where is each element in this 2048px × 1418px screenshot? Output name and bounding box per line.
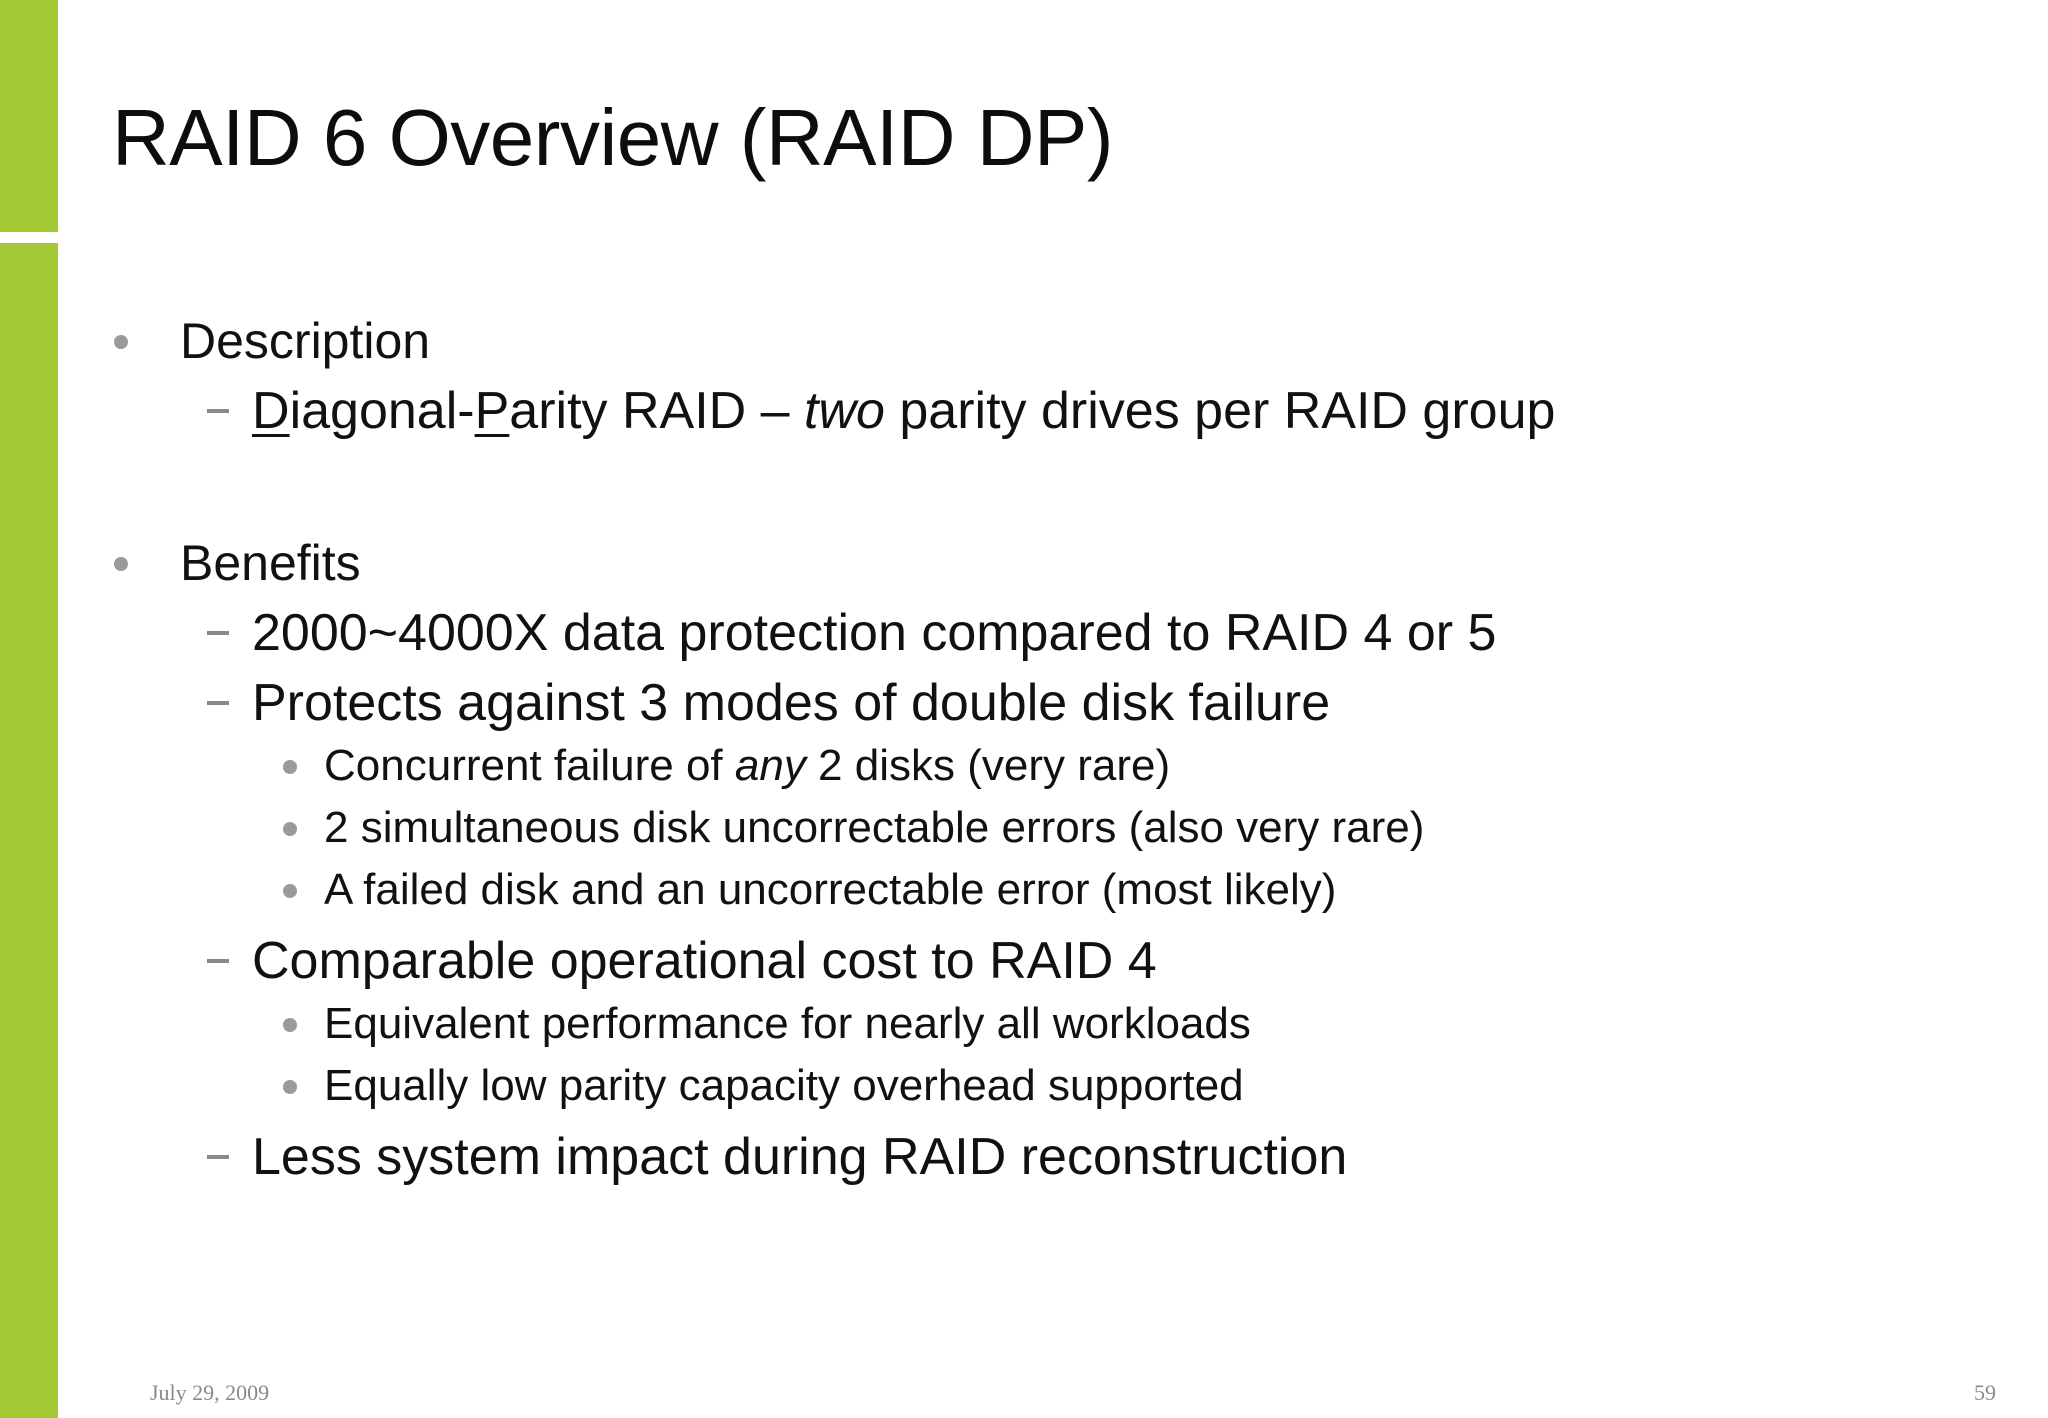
benefit-item: Less system impact during RAID reconstruction — [252, 1128, 1348, 1186]
subitem-italic-word: any — [734, 741, 806, 790]
benefit-subitem — [324, 741, 1170, 791]
bullet-dot-icon — [283, 1018, 297, 1032]
benefit-item: Comparable operational cost to RAID 4 — [252, 932, 1157, 990]
benefits-heading: Benefits — [180, 535, 361, 591]
description-italic-word: two — [804, 382, 885, 440]
bullet-dot-icon — [283, 1080, 297, 1094]
benefit-subitem: 2 simultaneous disk uncorrectable errors (also very rare) — [324, 803, 1425, 852]
description-text-part: iagonal- — [289, 382, 475, 440]
bullet-dash-icon — [207, 409, 229, 413]
description-item — [252, 381, 1555, 441]
bullet-dash-icon — [207, 701, 229, 705]
underlined-letter-p: P — [474, 382, 510, 440]
bullet-dash-icon — [207, 1155, 229, 1159]
bullet-dot-icon — [114, 335, 128, 349]
underlined-letter-d: D — [252, 382, 290, 440]
bullet-dot-icon — [283, 822, 297, 836]
description-text-part: arity RAID – — [509, 382, 805, 440]
benefit-item: Protects against 3 modes of double disk failure — [252, 674, 1331, 732]
benefit-item: 2000~4000X data protection compared to RAID 4 or 5 — [252, 604, 1497, 662]
benefit-subitem: Equally low parity capacity overhead supported — [324, 1061, 1244, 1110]
bullet-dot-icon — [283, 884, 297, 898]
benefit-subitem: Equivalent performance for nearly all workloads — [324, 999, 1251, 1048]
footer-date: July 29, 2009 — [150, 1380, 270, 1405]
bullet-dash-icon — [207, 959, 229, 963]
subitem-text-part: 2 disks (very rare) — [805, 741, 1171, 790]
subitem-text-part: Concurrent failure of — [324, 741, 735, 790]
accent-bar-bottom — [0, 243, 58, 1418]
accent-bar-top — [0, 0, 58, 232]
bullet-dash-icon — [207, 631, 229, 635]
description-text-part: parity drives per RAID group — [884, 382, 1556, 440]
description-heading: Description — [180, 313, 431, 369]
slide-title: RAID 6 Overview (RAID DP) — [112, 93, 1113, 182]
bullet-dot-icon — [283, 760, 297, 774]
benefit-subitem: A failed disk and an uncorrectable error (most likely) — [324, 865, 1337, 914]
bullet-dot-icon — [114, 557, 128, 571]
footer-page-number: 59 — [1974, 1380, 1996, 1405]
